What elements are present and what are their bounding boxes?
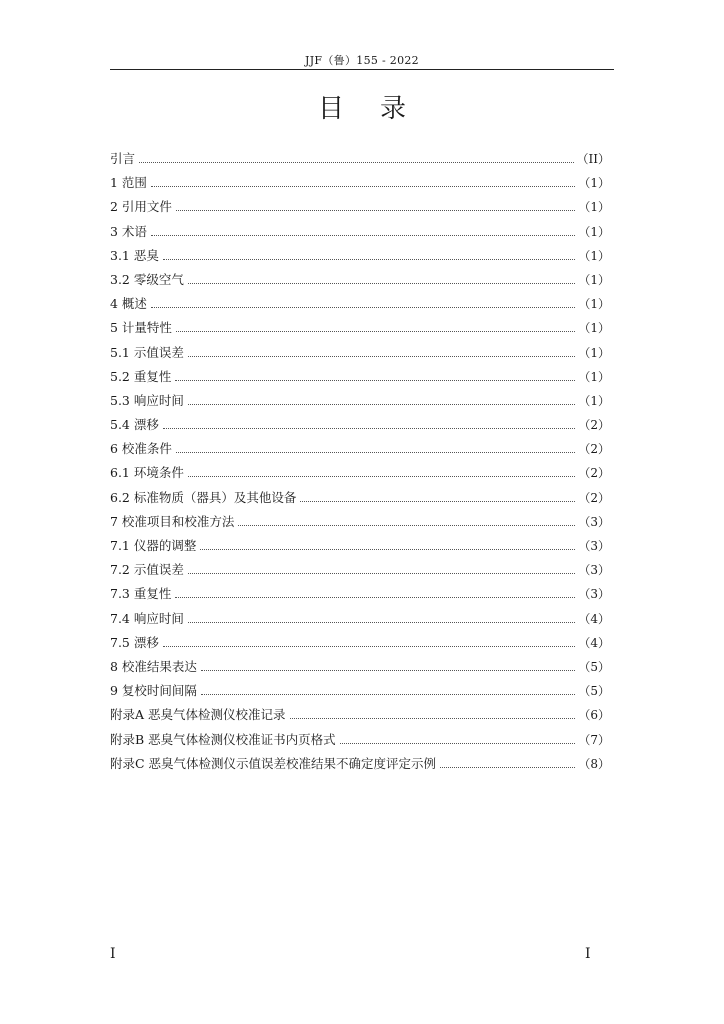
toc-entry[interactable] — [110, 704, 610, 728]
toc-entry-label: 3.1 恶臭 — [110, 247, 159, 263]
toc-dot-leader — [188, 559, 576, 574]
toc-entry[interactable] — [110, 583, 610, 607]
toc-entry-label: 6.2 标准物质（器具）及其他设备 — [110, 489, 297, 505]
toc-entry-page: （2） — [578, 490, 610, 505]
toc-entry[interactable] — [110, 390, 610, 414]
toc-entry-page: （5） — [578, 659, 610, 674]
toc-dot-leader — [201, 656, 575, 671]
toc-entry-label: 5.2 重复性 — [110, 368, 172, 384]
toc-dot-leader — [176, 196, 575, 211]
toc-entry-label: 附录A 恶臭气体检测仪校准记录 — [110, 707, 286, 723]
toc-entry[interactable] — [110, 438, 610, 462]
toc-dot-leader — [151, 293, 575, 308]
toc-entry[interactable] — [110, 753, 610, 777]
toc-entry-label: 引言 — [110, 151, 136, 166]
toc-entry[interactable] — [110, 221, 610, 245]
table-of-contents — [110, 148, 610, 777]
toc-entry-label: 附录C 恶臭气体检测仪示值误差校准结果不确定度评定示例 — [110, 755, 437, 771]
toc-dot-leader — [188, 342, 576, 357]
toc-entry-page: （1） — [578, 345, 610, 360]
toc-entry[interactable] — [110, 632, 610, 656]
toc-entry-label: 5.3 响应时间 — [110, 392, 184, 408]
toc-entry[interactable] — [110, 366, 610, 390]
toc-entry[interactable] — [110, 172, 610, 196]
toc-entry-label: 3.2 零级空气 — [110, 271, 184, 287]
toc-dot-leader — [175, 583, 575, 598]
toc-entry-page: （3） — [578, 514, 610, 529]
toc-dot-leader — [201, 680, 575, 695]
toc-dot-leader — [440, 753, 575, 768]
toc-entry[interactable] — [110, 462, 610, 486]
toc-entry[interactable] — [110, 269, 610, 293]
toc-dot-leader — [290, 704, 576, 719]
toc-entry-page: （1） — [578, 393, 610, 408]
toc-dot-leader — [238, 511, 575, 526]
toc-entry-label: 5.4 漂移 — [110, 417, 159, 433]
footer-page-number-right: I — [585, 946, 591, 962]
toc-entry[interactable] — [110, 535, 610, 559]
toc-entry-page: （3） — [578, 587, 610, 602]
toc-entry-page: （II） — [576, 152, 610, 166]
toc-entry-label: 7.1 仪器的调整 — [110, 538, 197, 553]
toc-entry-page: （1） — [578, 248, 610, 263]
toc-dot-leader — [163, 632, 576, 647]
toc-entry-page: （1） — [578, 369, 610, 384]
toc-entry[interactable] — [110, 511, 610, 535]
toc-entry-label: 7.3 重复性 — [110, 586, 172, 602]
toc-entry[interactable] — [110, 293, 610, 317]
toc-entry-page: （1） — [578, 224, 610, 239]
toc-entry-label: 8 校准结果表达 — [110, 658, 197, 674]
toc-entry[interactable] — [110, 342, 610, 366]
toc-dot-leader — [176, 317, 575, 332]
toc-entry-label: 7.2 示值误差 — [110, 562, 184, 578]
toc-dot-leader — [188, 390, 576, 405]
toc-entry-page: （3） — [578, 563, 610, 578]
toc-entry-label: 2 引用文件 — [110, 199, 172, 215]
header-divider — [110, 69, 614, 70]
toc-dot-leader — [176, 438, 575, 453]
toc-entry[interactable] — [110, 196, 610, 220]
toc-entry[interactable] — [110, 559, 610, 583]
toc-entry-label: 6.1 环境条件 — [110, 465, 184, 481]
toc-entry-page: （8） — [578, 756, 610, 771]
toc-entry-label: 6 校准条件 — [110, 441, 172, 457]
toc-dot-leader — [340, 729, 576, 744]
toc-entry-page: （1） — [578, 176, 610, 191]
toc-dot-leader — [151, 172, 575, 187]
toc-entry[interactable] — [110, 680, 610, 704]
toc-entry-page: （2） — [578, 442, 610, 457]
toc-entry-label: 7.4 响应时间 — [110, 610, 184, 626]
footer-page-number-left: I — [110, 946, 116, 962]
toc-entry[interactable] — [110, 656, 610, 680]
toc-entry[interactable] — [110, 148, 610, 172]
toc-dot-leader — [151, 221, 575, 236]
toc-entry-page: （5） — [578, 684, 610, 699]
toc-dot-leader — [188, 269, 576, 284]
toc-entry[interactable] — [110, 414, 610, 438]
toc-entry-page: （1） — [578, 321, 610, 336]
toc-dot-leader — [175, 366, 575, 381]
toc-entry-label: 5.1 示值误差 — [110, 344, 184, 360]
toc-entry[interactable] — [110, 729, 610, 753]
toc-entry-page: （1） — [578, 200, 610, 215]
toc-entry-label: 7.5 漂移 — [110, 634, 159, 650]
toc-entry-label: 5 计量特性 — [110, 320, 172, 336]
toc-entry-label: 9 复校时间间隔 — [110, 683, 197, 699]
toc-entry-page: （2） — [578, 418, 610, 433]
toc-entry-label: 7 校准项目和校准方法 — [110, 513, 235, 529]
toc-dot-leader — [300, 487, 575, 502]
toc-entry-label: 附录B 恶臭气体检测仪校准证书内页格式 — [110, 731, 336, 747]
toc-entry-page: （4） — [578, 635, 610, 650]
toc-entry[interactable] — [110, 317, 610, 341]
toc-dot-leader — [188, 608, 576, 623]
toc-entry[interactable] — [110, 487, 610, 511]
toc-entry-page: （2） — [578, 466, 610, 481]
toc-entry[interactable] — [110, 608, 610, 632]
toc-dot-leader — [139, 148, 574, 163]
toc-entry-page: （3） — [578, 539, 610, 553]
toc-entry-label: 4 概述 — [110, 296, 147, 312]
toc-dot-leader — [200, 535, 575, 550]
page-title: 目录 — [317, 94, 442, 124]
toc-dot-leader — [163, 245, 576, 260]
document-header: JJF（鲁）155 - 2022 — [305, 54, 419, 67]
toc-entry-page: （6） — [578, 708, 610, 723]
toc-entry[interactable] — [110, 245, 610, 269]
toc-entry-label: 1 范围 — [110, 175, 147, 191]
toc-entry-page: （4） — [578, 611, 610, 626]
toc-entry-label: 3 术语 — [110, 223, 147, 239]
toc-entry-page: （7） — [578, 732, 610, 747]
toc-dot-leader — [163, 414, 576, 429]
toc-entry-page: （1） — [578, 297, 610, 312]
toc-dot-leader — [188, 462, 576, 477]
toc-entry-page: （1） — [578, 272, 610, 287]
